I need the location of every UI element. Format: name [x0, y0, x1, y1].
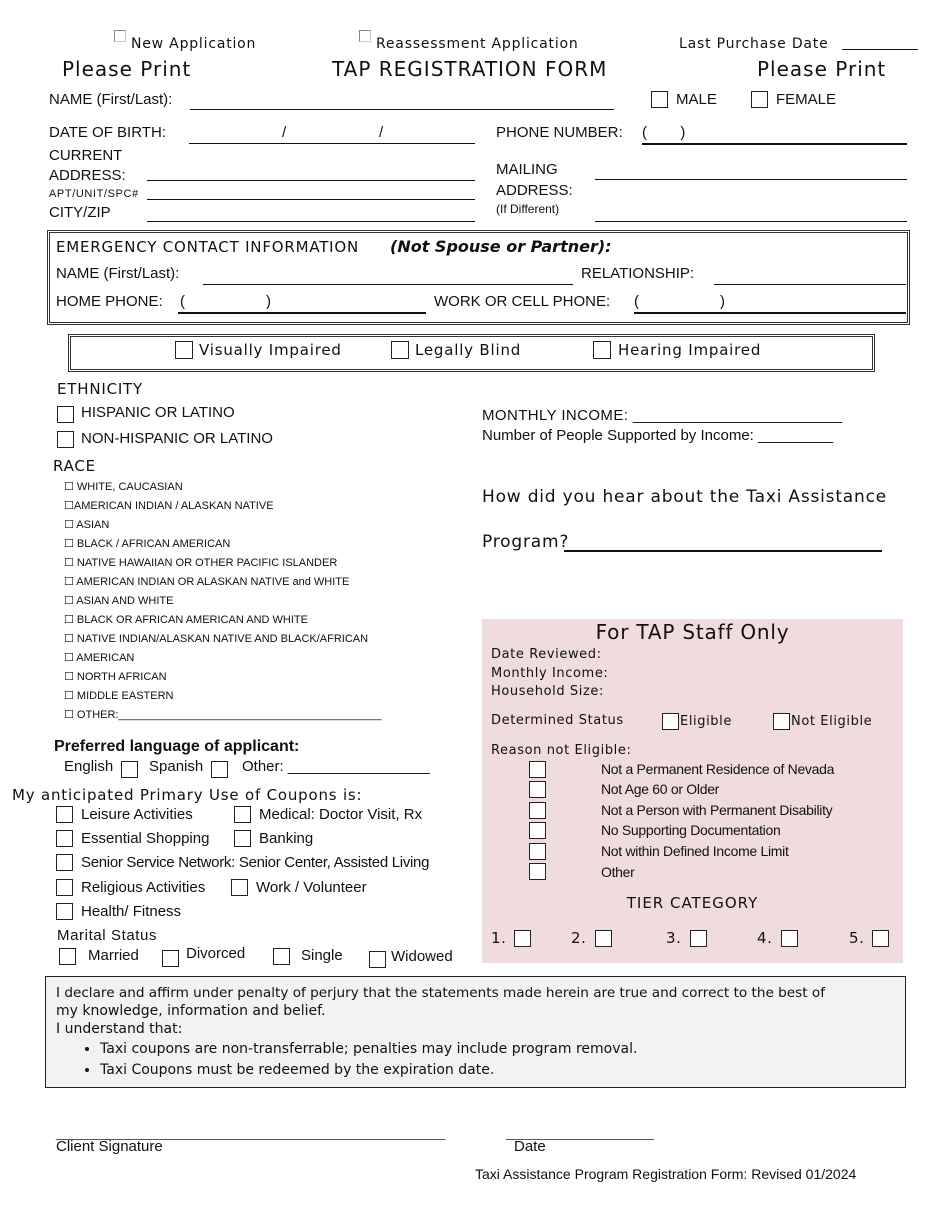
monthly-income-field[interactable]: MONTHLY INCOME: ________________________: [482, 407, 843, 424]
reason-checkbox[interactable]: [529, 843, 546, 860]
reason-label: Not a Permanent Residence of Nevada: [601, 761, 835, 777]
current-address-field[interactable]: [147, 180, 475, 181]
reason-label: No Supporting Documentation: [601, 822, 781, 838]
staff-monthly-income-label: Monthly Income:: [491, 666, 609, 681]
race-option[interactable]: ☐AMERICAN INDIAN / ALASKAN NATIVE: [64, 500, 274, 512]
home-phone-field[interactable]: [178, 312, 426, 314]
home-phone-paren-close: ): [266, 293, 271, 310]
reason-checkbox[interactable]: [529, 822, 546, 839]
please-print-left: Please Print: [62, 57, 192, 81]
dob-label: DATE OF BIRTH:: [49, 124, 166, 141]
single-label: Single: [301, 947, 343, 964]
client-signature-label: Client Signature: [56, 1138, 163, 1155]
medical-label: Medical: Doctor Visit, Rx: [259, 806, 423, 823]
reason-checkbox[interactable]: [529, 863, 546, 880]
declaration-bullet: • Taxi coupons are non-transferrable; penalties may include program removal.: [100, 1040, 895, 1058]
work-checkbox[interactable]: [231, 879, 248, 896]
race-option[interactable]: ☐ MIDDLE EASTERN: [64, 690, 174, 702]
current-label: CURRENT: [49, 147, 123, 164]
date-label: Date: [514, 1138, 546, 1155]
english-checkbox[interactable]: [121, 761, 138, 778]
not-eligible-label: Not Eligible: [791, 714, 873, 729]
ethnicity-heading: ETHNICITY: [57, 380, 143, 398]
eligible-checkbox[interactable]: [662, 713, 679, 730]
reason-label: Other: [601, 864, 635, 880]
cityzip-field[interactable]: [147, 221, 475, 222]
health-label: Health/ Fitness: [81, 903, 182, 920]
race-option[interactable]: ☐ NATIVE HAWAIIAN OR OTHER PACIFIC ISLANDER: [64, 557, 338, 569]
declaration-bullets: [56, 1040, 895, 1079]
reason-heading: Reason not Eligible:: [491, 743, 632, 758]
married-checkbox[interactable]: [59, 948, 76, 965]
race-option[interactable]: ☐ BLACK / AFRICAN AMERICAN: [64, 538, 231, 550]
cityzip-label: CITY/ZIP: [49, 204, 111, 221]
race-option[interactable]: ☐ ASIAN: [64, 519, 110, 531]
mailing-label: MAILING: [496, 161, 558, 178]
new-application-checkbox[interactable]: [114, 30, 126, 42]
tier-label: 5.: [849, 929, 865, 947]
reassessment-application-label: Reassessment Application: [376, 36, 579, 52]
work-label: Work / Volunteer: [256, 879, 367, 896]
date-reviewed-label: Date Reviewed:: [491, 647, 602, 662]
coupons-heading: My anticipated Primary Use of Coupons is:: [12, 786, 363, 804]
dob-separator-2: /: [379, 124, 384, 141]
single-checkbox[interactable]: [273, 948, 290, 965]
work-phone-label: WORK OR CELL PHONE:: [434, 293, 611, 310]
phone-paren: ( ): [642, 124, 686, 141]
emergency-name-field[interactable]: [203, 284, 573, 285]
female-checkbox[interactable]: [751, 91, 768, 108]
eligible-label: Eligible: [680, 714, 732, 729]
reason-label: Not a Person with Permanent Disability: [601, 802, 833, 818]
male-label: MALE: [676, 91, 717, 108]
legally-blind-checkbox[interactable]: [391, 341, 409, 359]
hear-about-field[interactable]: [564, 550, 882, 552]
declaration-box: [45, 976, 906, 1088]
dob-separator-1: /: [282, 124, 287, 141]
new-application-label: New Application: [131, 36, 257, 52]
relationship-label: RELATIONSHIP:: [581, 265, 695, 282]
form-title: TAP REGISTRATION FORM: [332, 57, 608, 81]
declaration-bullet: • Taxi Coupons must be redeemed by the expiration date.: [100, 1061, 895, 1079]
non-hispanic-label: NON-HISPANIC OR LATINO: [81, 430, 273, 447]
banking-checkbox[interactable]: [234, 830, 251, 847]
mailing-city-field[interactable]: [595, 221, 907, 222]
race-option[interactable]: ☐ NATIVE INDIAN/ALASKAN NATIVE AND BLACK/AFRICAN: [64, 633, 369, 645]
female-label: FEMALE: [776, 91, 837, 108]
reason-label: Not within Defined Income Limit: [601, 843, 789, 859]
tier-4-checkbox[interactable]: [781, 930, 798, 947]
tier-heading: TIER CATEGORY: [626, 894, 759, 912]
tier-label: 2.: [571, 929, 587, 947]
legally-blind-label: Legally Blind: [415, 341, 522, 359]
home-phone-label: HOME PHONE:: [56, 293, 163, 310]
work-phone-paren-open: (: [634, 293, 639, 310]
race-option[interactable]: ☐ AMERICAN INDIAN OR ALASKAN NATIVE and WHITE: [64, 576, 350, 588]
last-purchase-date-field[interactable]: [842, 49, 918, 50]
hearing-impaired-label: Hearing Impaired: [618, 341, 762, 359]
race-heading: RACE: [53, 457, 96, 475]
last-purchase-date-label: Last Purchase Date: [679, 36, 829, 52]
tier-5-checkbox[interactable]: [872, 930, 889, 947]
hear-about-line2: Program?: [482, 532, 570, 552]
please-print-right: Please Print: [757, 57, 887, 81]
medical-checkbox[interactable]: [234, 806, 251, 823]
mailing-address-label: ADDRESS:: [496, 182, 573, 199]
hear-about-line1: How did you hear about the Taxi Assistance: [482, 487, 888, 507]
tier-1-checkbox[interactable]: [514, 930, 531, 947]
leisure-label: Leisure Activities: [81, 806, 193, 823]
declaration-line1: I declare and affirm under penalty of perjury that the statements made herein are true and correct to the best of: [56, 985, 825, 1001]
household-size-label: Household Size:: [491, 684, 604, 699]
race-option[interactable]: ☐ ASIAN AND WHITE: [64, 595, 174, 607]
people-supported-field[interactable]: Number of People Supported by Income: _________: [482, 427, 834, 444]
language-heading: Preferred language of applicant:: [54, 738, 300, 755]
non-hispanic-checkbox[interactable]: [57, 431, 74, 448]
address-label: ADDRESS:: [49, 167, 126, 184]
tier-3-checkbox[interactable]: [690, 930, 707, 947]
married-label: Married: [88, 947, 139, 964]
applicant-name-label: NAME (First/Last):: [49, 91, 173, 108]
relationship-field[interactable]: [714, 284, 906, 285]
reassessment-application-checkbox[interactable]: [359, 30, 371, 42]
hispanic-checkbox[interactable]: [57, 406, 74, 423]
race-option[interactable]: ☐ BLACK OR AFRICAN AMERICAN AND WHITE: [64, 614, 308, 626]
spanish-checkbox[interactable]: [211, 761, 228, 778]
phone-field[interactable]: [642, 143, 907, 145]
divorced-label: Divorced: [186, 945, 246, 962]
declaration-line2: my knowledge, information and belief.: [56, 1003, 326, 1019]
staff-heading: For TAP Staff Only: [595, 620, 790, 644]
shopping-label: Essential Shopping: [81, 830, 210, 847]
tier-label: 4.: [757, 929, 773, 947]
visually-impaired-label: Visually Impaired: [199, 341, 342, 359]
marital-heading: Marital Status: [57, 927, 158, 944]
religious-label: Religious Activities: [81, 879, 206, 896]
tier-label: 1.: [491, 929, 507, 947]
emergency-name-label: NAME (First/Last):: [56, 265, 180, 282]
health-checkbox[interactable]: [56, 903, 73, 920]
footer-revision: Taxi Assistance Program Registration Form: Revised 01/2024: [475, 1166, 857, 1182]
if-different-note: (If Different): [496, 202, 560, 216]
hearing-impaired-checkbox[interactable]: [593, 341, 611, 359]
tier-label: 3.: [666, 929, 682, 947]
tier-2-checkbox[interactable]: [595, 930, 612, 947]
apt-label: APT/UNIT/SPC#: [49, 188, 139, 200]
emergency-heading-note: (Not Spouse or Partner):: [390, 237, 612, 256]
dob-field[interactable]: [189, 143, 475, 144]
divorced-checkbox[interactable]: [162, 950, 179, 967]
apt-field[interactable]: [147, 199, 475, 200]
reason-checkbox[interactable]: [529, 802, 546, 819]
not-eligible-checkbox[interactable]: [773, 713, 790, 730]
applicant-name-field[interactable]: [190, 109, 614, 110]
race-option[interactable]: ☐ AMERICAN: [64, 652, 135, 664]
religious-checkbox[interactable]: [56, 879, 73, 896]
race-option-other[interactable]: ☐ OTHER:___________________________________________: [64, 709, 382, 721]
reason-checkbox[interactable]: [529, 761, 546, 778]
date-line[interactable]: ___________________: [506, 1124, 654, 1140]
leisure-checkbox[interactable]: [56, 806, 73, 823]
race-option[interactable]: ☐ NORTH AFRICAN: [64, 671, 167, 683]
english-label: English: [64, 758, 114, 775]
determined-status-label: Determined Status: [491, 713, 624, 728]
other-language-field[interactable]: Other: _________________: [242, 758, 430, 775]
work-phone-paren-close: ): [720, 293, 725, 310]
hispanic-label: HISPANIC OR LATINO: [81, 404, 235, 421]
declaration-line3: I understand that:: [56, 1021, 183, 1037]
signature-line[interactable]: __________________________________________________: [56, 1124, 446, 1140]
spanish-label: Spanish: [149, 758, 204, 775]
senior-checkbox[interactable]: [56, 854, 73, 871]
shopping-checkbox[interactable]: [56, 830, 73, 847]
reason-label: Not Age 60 or Older: [601, 781, 720, 797]
banking-label: Banking: [259, 830, 314, 847]
emergency-heading: EMERGENCY CONTACT INFORMATION: [56, 238, 360, 256]
widowed-label: Widowed: [391, 948, 453, 965]
reason-checkbox[interactable]: [529, 781, 546, 798]
widowed-checkbox[interactable]: [369, 951, 386, 968]
male-checkbox[interactable]: [651, 91, 668, 108]
race-option[interactable]: ☐ WHITE, CAUCASIAN: [64, 481, 183, 493]
mailing-address-field[interactable]: [595, 179, 907, 180]
senior-label: Senior Service Network: Senior Center, Assisted Living: [81, 854, 430, 871]
phone-label: PHONE NUMBER:: [496, 124, 623, 141]
visually-impaired-checkbox[interactable]: [175, 341, 193, 359]
work-phone-field[interactable]: [634, 312, 906, 314]
home-phone-paren-open: (: [180, 293, 185, 310]
